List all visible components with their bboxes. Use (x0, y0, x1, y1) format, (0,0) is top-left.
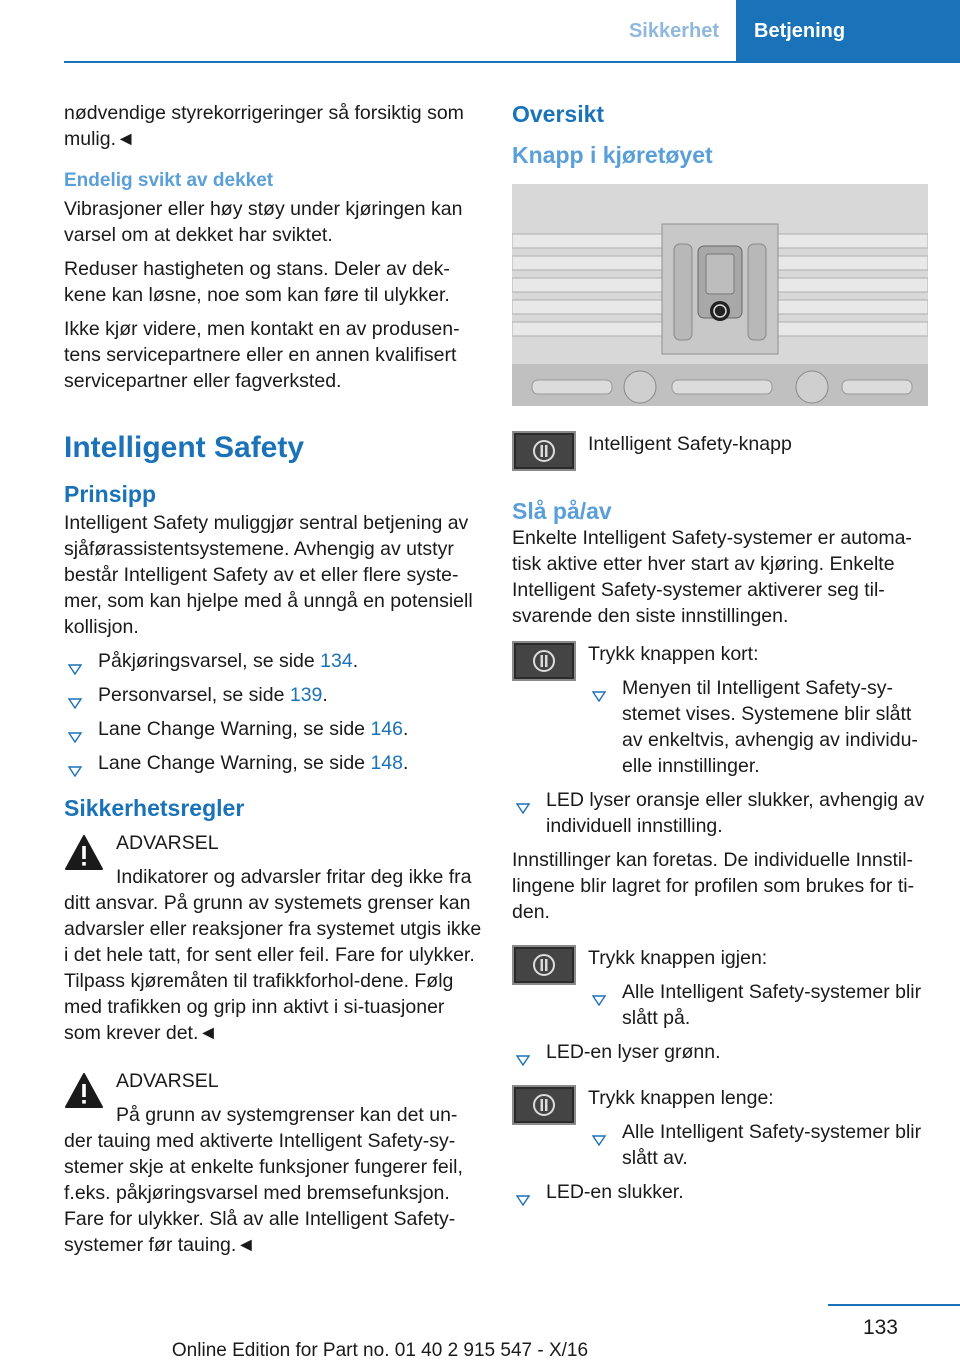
short-press-item: Menyen til Intelligent Safety-sy-stemet vises. Systemene blir slått av enkeltvis, avhengig av individu-elle innstillinger. (622, 677, 918, 777)
intelligent-safety-button-icon (512, 641, 576, 681)
intelligent-safety-button-icon (512, 945, 576, 985)
warning-triangle-icon (64, 834, 104, 872)
page-number: 133 (862, 1316, 898, 1339)
list-item: Lane Change Warning, se side 146. (64, 716, 482, 742)
list-item: Personvarsel, se side 139. (64, 682, 482, 708)
list-item (588, 1119, 932, 1171)
long-press-item: Alle Intelligent Safety-systemer blir slått av. (622, 1121, 922, 1169)
warning-title-1: ADVARSEL (116, 832, 219, 854)
bullet-triangle-icon (516, 1047, 530, 1058)
bullet-triangle-icon (68, 758, 82, 769)
press-again-item: Alle Intelligent Safety-systemer blir slått på. (622, 981, 922, 1029)
on-off-heading: Slå på/av (512, 498, 612, 524)
header-tab-chapter: Betjening (736, 0, 960, 62)
list-item (512, 787, 932, 839)
warning-triangle-icon (64, 1072, 104, 1110)
principle-heading: Prinsipp (64, 481, 157, 507)
page-link-134[interactable]: 134 (320, 650, 353, 672)
tire-failure-heading: Endelig svikt av dekket (64, 170, 274, 191)
tire-failure-text-2: Reduser hastigheten og stans. Deler av dek-kene kan løsne, noe som kan føre til ulykker. (64, 258, 450, 306)
list-item (512, 1039, 932, 1065)
right-column (512, 100, 932, 1213)
list-item: Påkjøringsvarsel, se side 134. (64, 648, 482, 674)
system-list (64, 648, 482, 776)
bullet-triangle-icon (68, 656, 82, 667)
overview-heading: Oversikt (512, 101, 605, 127)
button-in-vehicle-heading: Knapp i kjøretøyet (512, 142, 713, 168)
press-again-row (512, 945, 932, 1031)
warning-text-1: Indikatorer og advarsler fritar deg ikke fra ditt ansvar. På grunn av systemets grenser kan advarsler eller reaksjoner fra systemet utgis ikke i det hele tatt, for sent eller feil. Fare for ulykker. Tilpass kjøremåten til trafikkforhol-dene. Følg med trafikken og grip inn aktivt i si-tuasjoner som krever det.◄ (64, 866, 482, 1044)
header-rule (64, 61, 960, 63)
short-press-led: LED lyser oransje eller slukker, avhengig av individuell innstilling. (546, 789, 925, 837)
button-caption: Intelligent Safety-knapp (588, 433, 792, 455)
intelligent-safety-button-icon (512, 431, 576, 471)
press-again-led: LED-en lyser grønn. (546, 1041, 721, 1063)
header-tab-section: Sikkerhet (612, 0, 736, 62)
long-press-row (512, 1085, 932, 1171)
bullet-triangle-icon (592, 1127, 606, 1138)
bullet-triangle-icon (592, 987, 606, 998)
edition-footer (0, 1340, 960, 1362)
bullet-triangle-icon (68, 724, 82, 735)
list-item: Lane Change Warning, se side 148. (64, 750, 482, 776)
long-press-led: LED-en slukker. (546, 1181, 684, 1203)
intelligent-safety-button-icon (512, 1085, 576, 1125)
safety-rules-heading: Sikkerhetsregler (64, 795, 245, 821)
press-again-title: Trykk knappen igjen: (588, 947, 768, 969)
list-item (588, 675, 932, 779)
short-press-row (512, 641, 932, 779)
bullet-triangle-icon (516, 1187, 530, 1198)
bullet-triangle-icon (516, 795, 530, 806)
footer-rule (828, 1304, 960, 1306)
left-column (64, 100, 482, 1266)
bullet-triangle-icon (68, 690, 82, 701)
on-off-text: Enkelte Intelligent Safety-systemer er automa-tisk aktive etter hver start av kjøring. Enkelte Intelligent Safety-systemer aktiverer seg til-svarende den siste innstillingen. (512, 527, 912, 627)
warning-block-2 (64, 1068, 482, 1258)
principle-text: Intelligent Safety muliggjør sentral betjening av sjåførassistentsystemene. Avhengig av utstyr består Intelligent Safety av et eller flere syste-mer, som kan hjelpe med å unngå en potensiell kollisjon. (64, 512, 473, 638)
section-title: Intelligent Safety (64, 431, 305, 464)
intro-text: nødvendige styrekorrigeringer så forsiktig som mulig.◄ (64, 102, 464, 150)
short-press-title: Trykk knappen kort: (588, 643, 759, 665)
page-link-139[interactable]: 139 (289, 684, 323, 706)
long-press-title: Trykk knappen lenge: (588, 1087, 774, 1109)
settings-text: Innstillinger kan foretas. De individuelle Innstil-lingene blir lagret for profilen som brukes for ti-den. (512, 849, 915, 923)
warning-block-1 (64, 830, 482, 1046)
bullet-triangle-icon (592, 683, 606, 694)
warning-title-2: ADVARSEL (116, 1070, 219, 1092)
page-link-146[interactable]: 146 (370, 718, 403, 740)
tire-failure-text-1: Vibrasjoner eller høy støy under kjøringen kan varsel om at dekket har sviktet. (64, 198, 463, 246)
list-item (512, 1179, 932, 1205)
list-item (588, 979, 932, 1031)
page-link-148[interactable]: 148 (370, 752, 403, 774)
button-caption-row (512, 431, 932, 477)
dashboard-button-photo (512, 184, 928, 406)
edition-text: Online Edition for Part no. 01 40 2 915 547 - X/16 (171, 1340, 589, 1361)
warning-text-2: På grunn av systemgrenser kan det un-der tauing med aktiverte Intelligent Safety-sy-stemer skje at enkelte funksjoner fungerer feil, f.eks. påkjøringsvarsel med bremsefunksjon. Fare for ulykker. Slå av alle Intelligent Safety-systemer før tauing.◄ (64, 1104, 463, 1256)
tire-failure-text-3: Ikke kjør videre, men kontakt en av produsen-tens servicepartnere eller en annen kvalifisert servicepartner eller fagverksted. (64, 318, 460, 392)
